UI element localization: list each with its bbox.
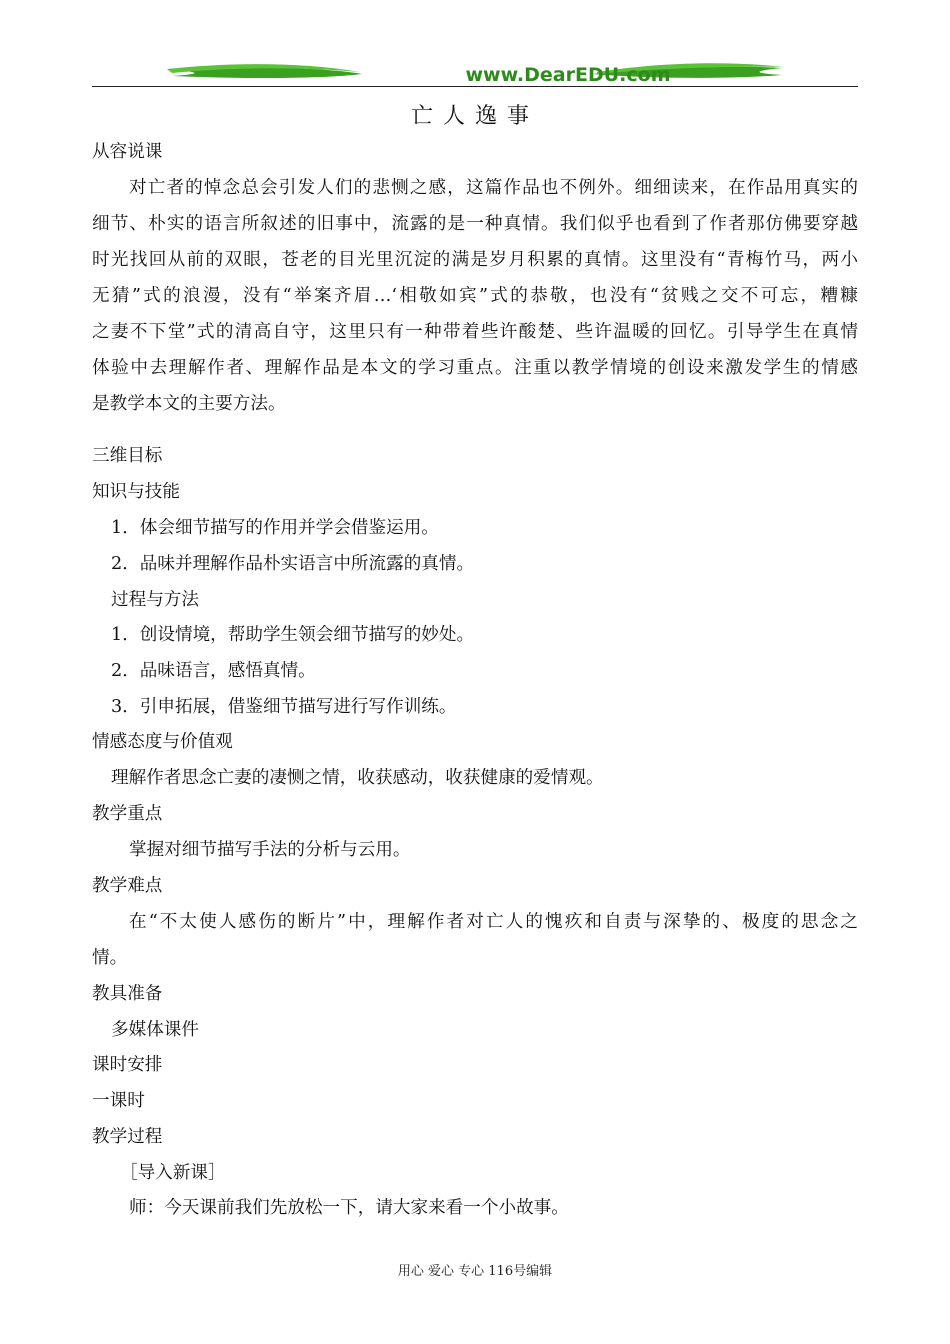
header-rule — [92, 86, 858, 87]
section-heading: 课时安排 — [92, 1055, 163, 1075]
paragraph-line: 是教学本文的主要方法。 — [92, 394, 286, 414]
section-heading: 教具准备 — [92, 984, 163, 1004]
subsection-heading: 知识与技能 — [92, 482, 180, 502]
paragraph-line: 理解作者思念亡妻的凄恻之情，收获感动，收获健康的爱情观。 — [111, 768, 604, 788]
paragraph-line: 一课时 — [92, 1091, 145, 1111]
paragraph-line: 多媒体课件 — [111, 1020, 199, 1040]
subsection-heading: 情感态度与价值观 — [92, 732, 233, 752]
list-item: 3．引申拓展，借鉴细节描写进行写作训练。 — [111, 697, 457, 717]
paragraph-line: 细节、朴实的语言所叙述的旧事中，流露的是一种真情。我们似乎也看到了作者那仿佛要穿越 — [92, 214, 858, 234]
site-url: www.DearEDU.com — [465, 64, 671, 86]
page-title: 亡人逸事 — [410, 104, 539, 129]
paragraph-line: 体验中去理解作者、理解作品是本文的学习重点。注重以教学情境的创设来激发学生的情感 — [92, 358, 858, 378]
section-heading: 教学重点 — [92, 804, 163, 824]
list-item: 1．创设情境，帮助学生领会细节描写的妙处。 — [111, 625, 475, 645]
paragraph-line: 师：今天课前我们先放松一下，请大家来看一个小故事。 — [129, 1198, 569, 1218]
section-heading: 教学难点 — [92, 876, 163, 896]
paragraph-line: 之妻不下堂”式的清高自守，这里只有一种带着些许酸楚、些许温暖的回忆。引导学生在真情 — [92, 322, 858, 342]
section-heading: 从容说课 — [92, 142, 163, 162]
subsection-heading: 过程与方法 — [111, 590, 199, 610]
list-item: 1．体会细节描写的作用并学会借鉴运用。 — [111, 518, 439, 538]
paragraph-line: 对亡者的悼念总会引发人们的悲恻之感，这篇作品也不例外。细细读来，在作品用真实的 — [129, 178, 858, 198]
paragraph-line: 时光找回从前的双眼，苍老的目光里沉淀的满是岁月积累的真情。这里没有“青梅竹马，两小 — [92, 250, 858, 270]
paragraph-line: 在“不太使人感伤的断片”中，理解作者对亡人的愧疚和自责与深挚的、极度的思念之 — [129, 912, 858, 932]
paragraph-line: 掌握对细节描写手法的分析与云用。 — [129, 840, 411, 860]
section-heading: 三维目标 — [92, 446, 163, 466]
list-item: 2．品味语言，感悟真情。 — [111, 661, 316, 681]
page-footer: 用心 爱心 专心 116号编辑 — [397, 1264, 553, 1279]
list-item: 2．品味并理解作品朴实语言中所流露的真情。 — [111, 554, 475, 574]
paragraph-line: 情。 — [92, 948, 128, 968]
subsection-label: ［导入新课］ — [120, 1163, 226, 1183]
paragraph-line: 无猜”式的浪漫，没有“举案齐眉…‘相敬如宾”式的恭敬，也没有“贫贱之交不可忘，糟糠 — [92, 286, 858, 306]
section-heading: 教学过程 — [92, 1127, 163, 1147]
